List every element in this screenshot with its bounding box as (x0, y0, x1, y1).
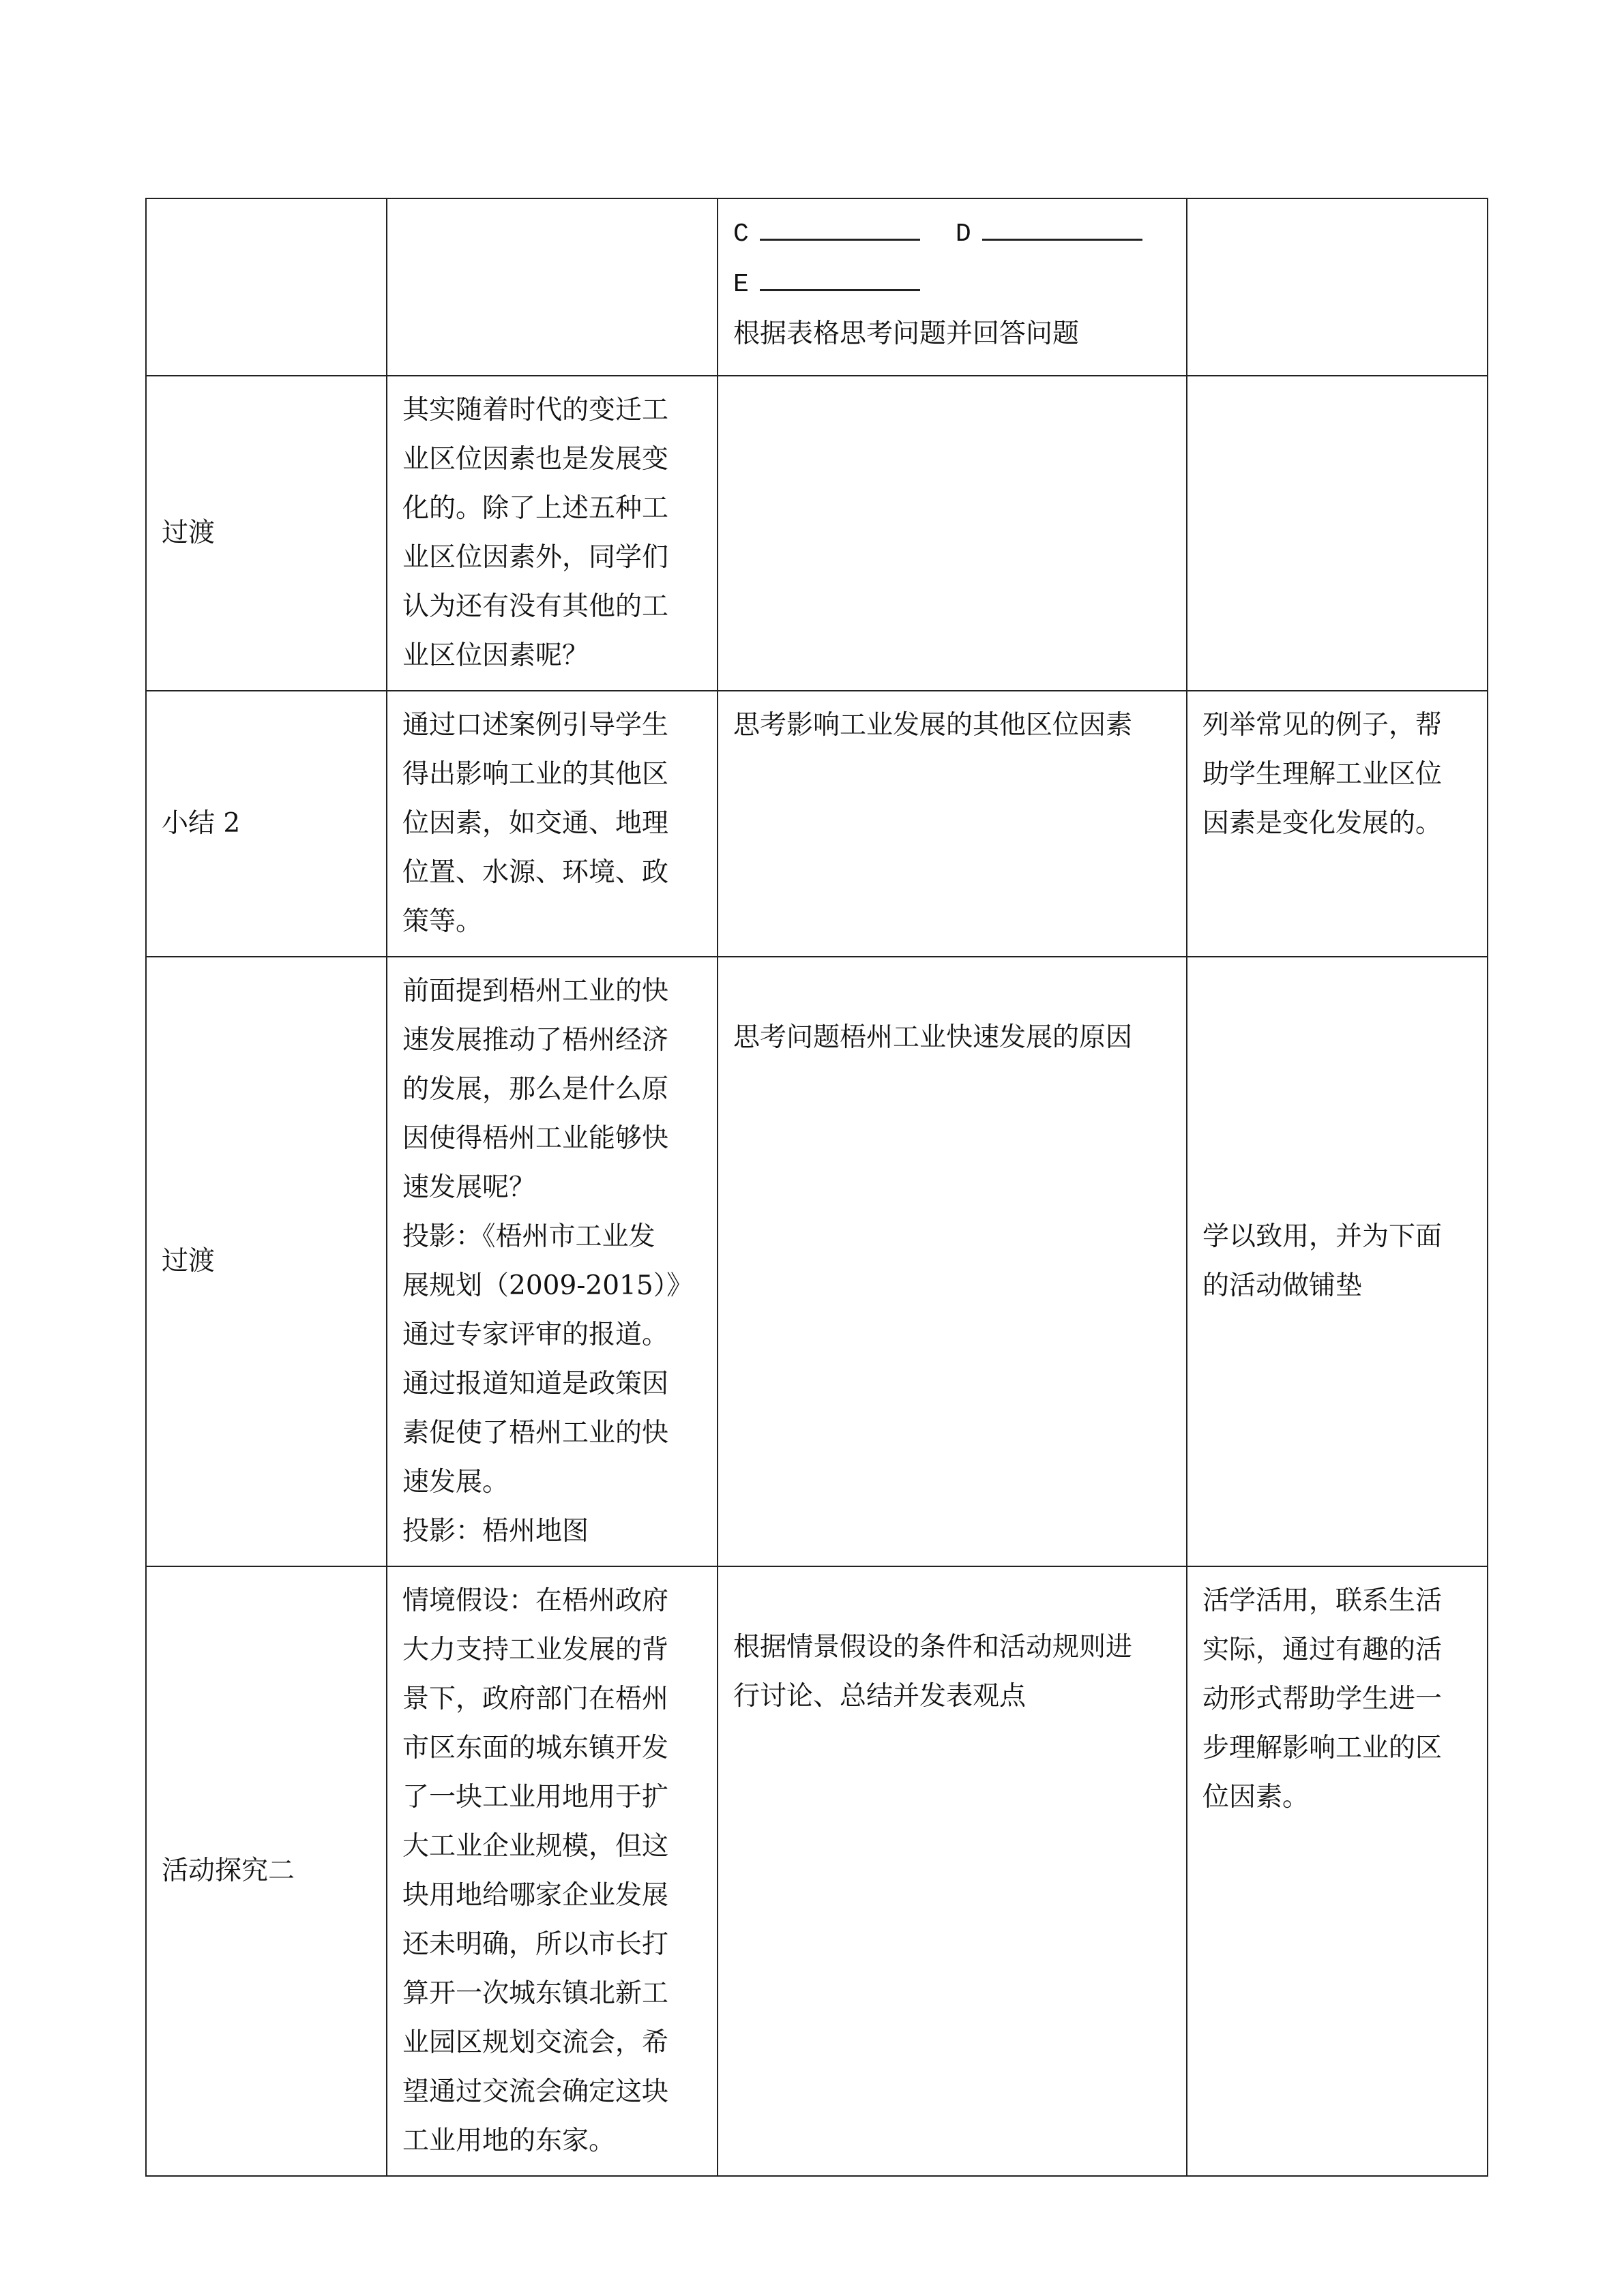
intent-text-line: 步理解影响工业的区 (1202, 1733, 1443, 1763)
table-row (146, 198, 1488, 376)
teacher-text-line: 因使得梧州工业能够快 (402, 1123, 669, 1154)
teacher-text-line: 大工业企业规模，但这 (402, 1831, 669, 1862)
teacher-text-line: 化的。除了上述五种工 (402, 493, 669, 524)
teacher-text-line: 速发展呢？ (402, 1172, 536, 1203)
intent-cell (1187, 1566, 1488, 2176)
teacher-text-line: 情境假设：在梧州政府 (402, 1585, 669, 1616)
stage-cell (146, 198, 387, 376)
teacher-text-line: 还未明确，所以市长打 (402, 1929, 669, 1960)
teacher-text-line: 通过专家评审的报道。 (402, 1320, 669, 1350)
teacher-text-line: 大力支持工业发展的背 (402, 1635, 669, 1665)
student-text-line: 根据情景假设的条件和活动规则进 (733, 1632, 1133, 1663)
blank-line-cd (733, 209, 1171, 259)
teacher-text-line: 位置、水源、环境、政 (402, 857, 669, 888)
teacher-text-line: 望通过交流会确定这块 (402, 2076, 669, 2107)
intent-text-line: 活学活用，联系生活 (1202, 1585, 1443, 1616)
teacher-activity-cell (387, 376, 718, 691)
intent-text-line: 位因素。 (1202, 1782, 1310, 1813)
table-row (146, 376, 1488, 691)
intent-cell (1187, 376, 1488, 691)
blank-c (760, 209, 920, 241)
teacher-text-line: 业园区规划交流会，希 (402, 2027, 669, 2058)
teacher-text-line: 认为还有没有其他的工 (402, 591, 669, 622)
intent-text-line: 动形式帮助学生进一 (1202, 1684, 1443, 1714)
intent-cell (1187, 691, 1488, 957)
stage-cell: 活动探究二 (146, 1566, 387, 2176)
teacher-text-line: 了一块工业用地用于扩 (402, 1782, 669, 1813)
teacher-text-line: 素促使了梧州工业的快 (402, 1418, 669, 1448)
teacher-text-line: 其实随着时代的变迁工 (402, 395, 669, 426)
teacher-text-line: 速发展推动了梧州经济 (402, 1025, 669, 1056)
teacher-text-line: 策等。 (402, 906, 483, 937)
intent-text-line: 学以致用，并为下面 (1202, 1221, 1443, 1252)
intent-text-line: 列举常见的例子，帮 (1202, 710, 1443, 741)
teacher-activity-cell (387, 691, 718, 957)
teacher-text-line: 得出影响工业的其他区 (402, 759, 669, 790)
intent-text-line: 的活动做铺垫 (1202, 1270, 1363, 1301)
teacher-activity-cell (387, 198, 718, 376)
blank-d (982, 209, 1142, 241)
intent-text-line: 因素是变化发展的。 (1202, 808, 1443, 839)
teacher-activity-cell (387, 957, 718, 1566)
table-row (146, 691, 1488, 957)
teacher-text-line: 景下，政府部门在梧州 (402, 1684, 669, 1714)
intent-cell (1187, 957, 1488, 1566)
student-text-line: 根据表格思考问题并回答问题 (733, 318, 1080, 349)
teacher-text-line: 业区位因素也是发展变 (402, 444, 669, 475)
student-activity-cell (718, 1566, 1187, 2176)
teacher-text-line: 工业用地的东家。 (402, 2126, 616, 2156)
teacher-text-line: 的发展，那么是什么原 (402, 1074, 669, 1105)
lesson-plan-table (145, 198, 1488, 2177)
teacher-text-line: 展规划（2009-2015）》 (402, 1270, 694, 1301)
student-activity-cell (718, 957, 1187, 1566)
student-text-line: 行讨论、总结并发表观点 (733, 1681, 1027, 1712)
stage-cell: 小结 2 (146, 691, 387, 957)
teacher-text-line: 业区位因素呢？ (402, 640, 589, 671)
student-activity-cell (718, 691, 1187, 957)
teacher-text-line: 前面提到梧州工业的快 (402, 976, 669, 1007)
teacher-text-line: 业区位因素外，同学们 (402, 542, 669, 573)
blank-line-e (733, 259, 1171, 310)
teacher-text-line: 块用地给哪家企业发展 (402, 1880, 669, 1911)
intent-cell (1187, 198, 1488, 376)
blank-label-d: D (955, 220, 971, 249)
blank-label-e: E (733, 270, 749, 299)
teacher-text-line: 投影：梧州地图 (402, 1516, 589, 1547)
teacher-text-line: 速发展。 (402, 1467, 510, 1497)
teacher-text-line: 投影：《梧州市工业发 (402, 1221, 655, 1252)
teacher-text-line: 市区东面的城东镇开发 (402, 1733, 669, 1763)
teacher-text-line: 算开一次城东镇北新工 (402, 1978, 669, 2009)
table-row (146, 957, 1488, 1566)
student-text-line: 思考影响工业发展的其他区位因素 (733, 710, 1133, 741)
teacher-text-line: 位因素，如交通、地理 (402, 808, 669, 839)
teacher-text-line: 通过报道知道是政策因 (402, 1369, 669, 1399)
student-activity-cell (718, 376, 1187, 691)
intent-text-line: 实际，通过有趣的活 (1202, 1635, 1443, 1665)
teacher-text-line: 通过口述案例引导学生 (402, 710, 669, 741)
blank-e (760, 259, 920, 291)
teacher-activity-cell (387, 1566, 718, 2176)
student-activity-cell (718, 198, 1187, 376)
intent-text-line: 助学生理解工业区位 (1202, 759, 1443, 790)
student-text-line: 思考问题梧州工业快速发展的原因 (733, 1022, 1133, 1053)
stage-cell: 过渡 (146, 376, 387, 691)
blank-label-c: C (733, 220, 749, 249)
stage-cell: 过渡 (146, 957, 387, 1566)
table-row (146, 1566, 1488, 2176)
